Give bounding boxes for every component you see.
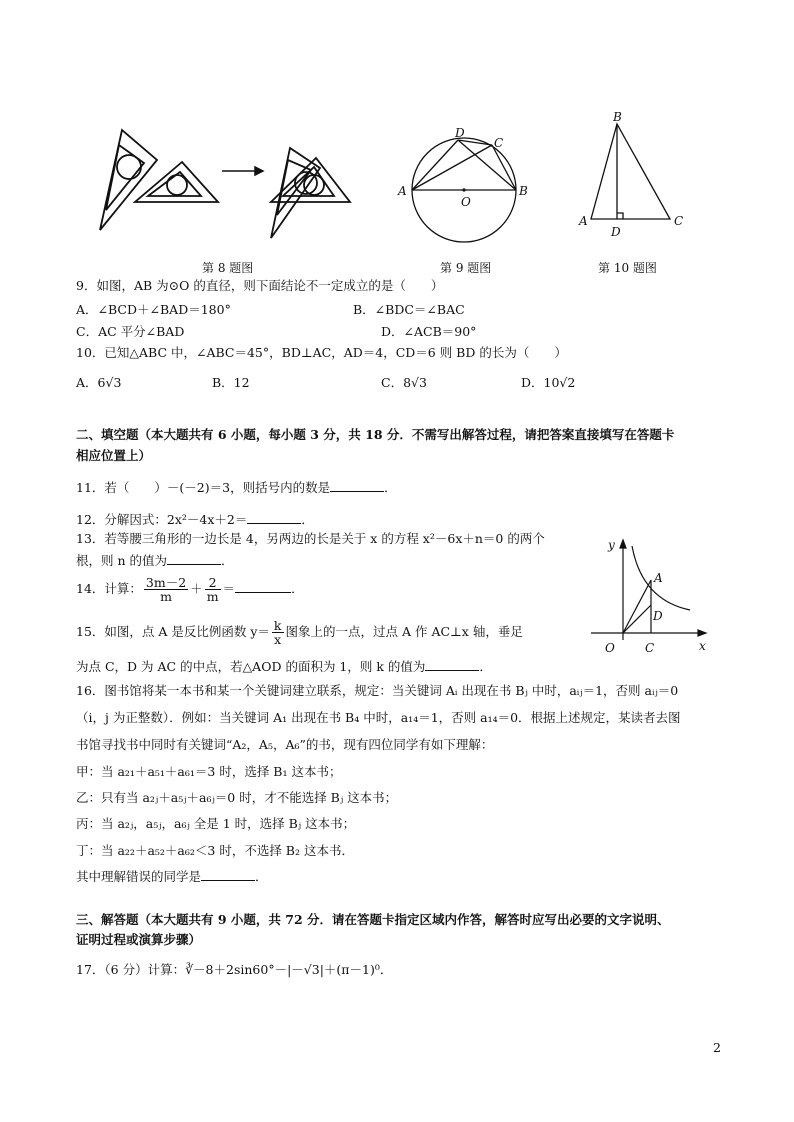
q14-fraction-2: $\frac{2}{m}$ bbox=[206, 575, 219, 604]
q15-fraction: $\frac{k}{x}$ bbox=[273, 618, 282, 647]
q15-line2: 为点 C，D 为 AC 的中点，若△AOD 的面积为 1，则 k 的值为 ． bbox=[76, 659, 492, 674]
q9-option-c: C．AC 平分∠BAD bbox=[76, 324, 185, 339]
q11: 11．若（ ）－(－2)＝3，则括号内的数是 ． bbox=[76, 480, 397, 495]
fig9-caption: 第 9 题图 bbox=[440, 261, 492, 275]
section-3-heading-line1: 三、解答题（本大题共有 9 小题，共 72 分．请在答题卡指定区域内作答，解答时应写出必要的文字说明、 bbox=[76, 912, 670, 927]
fig10-label-a: A bbox=[579, 214, 588, 228]
q16-statement-ding: 丁：当 a₂₂＋a₅₂＋a₆₂＜3 时，不选择 B₂ 这本书． bbox=[76, 843, 354, 858]
q12-text: 12．分解因式：2x²－4x＋2＝ bbox=[76, 512, 248, 527]
q10-option-a: A．6√3 bbox=[76, 375, 122, 390]
q15-answer-blank bbox=[425, 658, 479, 671]
fig15-label-x: x bbox=[699, 639, 706, 653]
section-2-heading-line1: 二、填空题（本大题共有 6 小题，每小题 3 分，共 18 分．不需写出解答过程，请把答案直接填写在答题卡 bbox=[76, 427, 675, 442]
section-3-heading-line2: 证明过程或演算步骤） bbox=[76, 932, 202, 947]
q16-last-line: 其中理解错误的同学是 ． bbox=[76, 869, 268, 884]
fig15-label-o: O bbox=[605, 641, 615, 655]
q9-option-d: D．∠ACB＝90° bbox=[381, 324, 477, 339]
q12: 12．分解因式：2x²－4x＋2＝ ． bbox=[76, 512, 314, 527]
q14: 14．计算： $\frac{3m-2}{m}$ ＋ $\frac{2}{m}$ ＝ ． bbox=[76, 575, 304, 604]
q9-stem: 9．如图，AB 为⊙O 的直径，则下面结论不一定成立的是（ ） bbox=[76, 278, 444, 293]
q9-option-b: B．∠BDC＝∠BAC bbox=[353, 302, 465, 317]
fig9-label-b: B bbox=[519, 184, 528, 198]
fig15-label-a: A bbox=[654, 571, 663, 585]
q17: 17．（6 分）计算：∛－8＋2sin60°－|－√3|＋(π－1)⁰． bbox=[76, 962, 393, 977]
q13-line1: 13．若等腰三角形的一边长是 4，另两边的长是关于 x 的方程 x²－6x＋n＝0 的两个 bbox=[76, 531, 545, 546]
q15-line1: 15．如图，点 A 是反比例函数 y＝ $\frac{k}{x}$ 图象上的一点，过点 A 作 AC⊥x 轴，垂足 bbox=[76, 618, 523, 647]
fig9-label-d: D bbox=[455, 126, 465, 140]
q14-fraction-1: $\frac{3m-2}{m}$ bbox=[145, 575, 187, 604]
fig15-label-y: y bbox=[608, 538, 615, 552]
q10-option-d: D．10√2 bbox=[521, 375, 576, 390]
fig9-label-o: O bbox=[461, 195, 471, 209]
fig10-label-c: C bbox=[674, 214, 684, 228]
fig15-label-c: C bbox=[645, 641, 655, 655]
fig9-label-c: C bbox=[494, 136, 504, 150]
q9-option-a: A．∠BCD＋∠BAD＝180° bbox=[76, 302, 231, 317]
fig10-label-d: D bbox=[611, 225, 621, 239]
fig10-label-b: B bbox=[613, 110, 622, 124]
q16-statement-jia: 甲：当 a₂₁＋a₅₁＋a₆₁＝3 时，选择 B₁ 这本书； bbox=[76, 764, 342, 779]
q16-line1: 16．图书馆将某一本书和某一个关键词建立联系，规定：当关键词 Aᵢ 出现在书 Bⱼ 中时，aᵢⱼ＝1，否则 aᵢⱼ＝0 bbox=[76, 683, 679, 698]
fig8-caption: 第 8 题图 bbox=[202, 261, 254, 275]
q16-statement-bing: 丙：当 a₂ⱼ，a₅ⱼ，a₆ⱼ 全是 1 时，选择 Bⱼ 这本书； bbox=[76, 816, 356, 831]
fig15-label-d: D bbox=[653, 609, 663, 623]
fig10-caption: 第 10 题图 bbox=[598, 261, 657, 275]
q16-statement-yi: 乙：只有当 a₂ⱼ＋a₅ⱼ＋a₆ⱼ＝0 时，才不能选择 Bⱼ 这本书； bbox=[76, 790, 398, 805]
q16-line2: （i，j 为正整数）．例如：当关键词 A₁ 出现在书 B₄ 中时，a₁₄＝1，否则 a₁₄＝0．根据上述规定，某读者去图 bbox=[76, 710, 681, 725]
q10-stem: 10．已知△ABC 中，∠ABC＝45°，BD⊥AC，AD＝4，CD＝6 则 BD 的长为（ ） bbox=[76, 345, 567, 360]
q10-option-b: B．12 bbox=[212, 375, 250, 390]
q16-line3: 书馆寻找书中同时有关键词“A₂，A₅，A₆”的书，现有四位同学有如下理解： bbox=[76, 737, 494, 752]
fig9-label-a: A bbox=[398, 184, 407, 198]
q13-line2: 根，则 n 的值为 ． bbox=[76, 553, 234, 568]
page-number: 2 bbox=[713, 1040, 721, 1055]
q16-answer-blank bbox=[201, 868, 255, 881]
q11-text: 11．若（ ）－(－2)＝3，则括号内的数是 bbox=[76, 480, 331, 495]
section-2-heading-line2: 相应位置上） bbox=[76, 448, 152, 463]
q10-option-c: C．8√3 bbox=[381, 375, 427, 390]
